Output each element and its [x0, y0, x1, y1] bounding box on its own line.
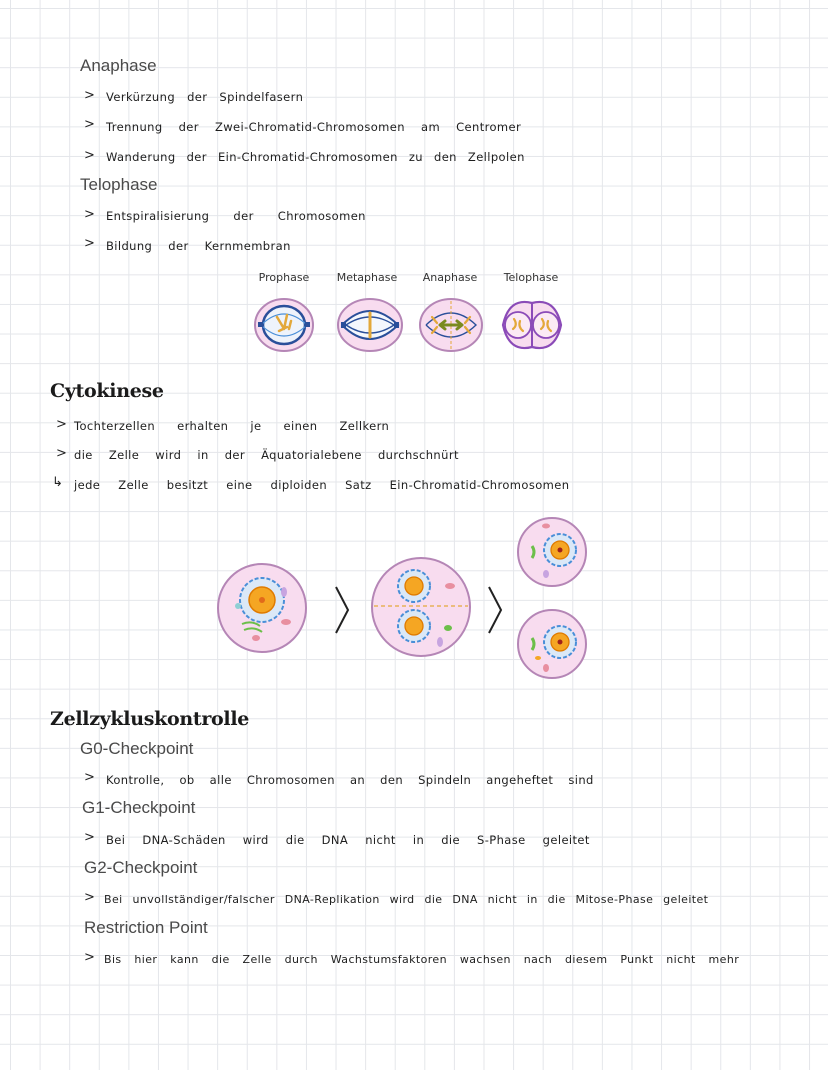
bullet-icon: >	[84, 207, 95, 222]
cytokinesis-cell-1-illustration	[216, 562, 308, 654]
restriction-point-text: Bis hier kann die Zelle durch Wachstumsfaktoren wachsen nach diesem Punkt nicht mehr	[104, 953, 740, 966]
anaphase-cell-illustration	[418, 297, 484, 353]
checkpoint-g1-heading: G1-Checkpoint	[82, 798, 196, 817]
checkpoint-g2-text: Bei unvollständiger/falscher DNA-Replikation wird die DNA nicht in die Mitose-Phase geleitet	[104, 893, 709, 906]
bullet-icon: >	[84, 148, 95, 163]
checkpoint-g1-text: Bei DNA-Schäden wird die DNA nicht in die S-Phase geleitet	[106, 833, 590, 847]
daughter-cell-top-illustration	[516, 516, 588, 588]
zellzykluskontrolle-heading: Zellzykluskontrolle	[50, 708, 250, 730]
cytokinesis-cell-2-illustration	[370, 556, 472, 658]
cytokinese-item-1: Tochterzellen erhalten je einen Zellkern	[74, 419, 390, 433]
checkpoint-g2-heading: G2-Checkpoint	[84, 858, 198, 877]
telophase-heading: Telophase	[80, 175, 158, 194]
phase-label-prophase: Prophase	[258, 271, 310, 284]
telophase-item-1: Entspiralisierung der Chromosomen	[106, 209, 366, 223]
bullet-icon: >	[84, 117, 95, 132]
telophase-item-2: Bildung der Kernmembran	[106, 239, 291, 253]
telophase-cell-illustration	[499, 299, 565, 351]
bullet-icon: >	[56, 417, 67, 432]
anaphase-item-2: Trennung der Zwei-Chromatid-Chromosomen am Centromer	[106, 120, 522, 134]
cytokinese-item-2: die Zelle wird in der Äquatorialebene durchschnürt	[74, 448, 459, 462]
phase-label-anaphase: Anaphase	[422, 271, 478, 284]
checkpoint-g0-heading: G0-Checkpoint	[80, 739, 194, 758]
daughter-cell-bottom-illustration	[516, 608, 588, 680]
bullet-icon: >	[56, 446, 67, 461]
phase-label-metaphase: Metaphase	[336, 271, 398, 284]
phase-label-telophase: Telophase	[503, 271, 559, 284]
return-arrow-icon: ↳	[52, 475, 63, 490]
metaphase-cell-illustration	[336, 297, 404, 353]
prophase-cell-illustration	[253, 297, 315, 353]
bullet-icon: >	[84, 950, 95, 965]
bullet-icon: >	[84, 890, 95, 905]
bullet-icon: >	[84, 830, 95, 845]
bullet-icon: >	[84, 770, 95, 785]
anaphase-item-3: Wanderung der Ein-Chromatid-Chromosomen zu den Zellpolen	[106, 150, 525, 164]
cytokinese-heading: Cytokinese	[50, 380, 164, 402]
bullet-icon: >	[84, 88, 95, 103]
chevron-right-icon	[487, 585, 503, 635]
checkpoint-g0-text: Kontrolle, ob alle Chromosomen an den Spindeln angeheftet sind	[106, 773, 594, 787]
cytokinese-item-3: jede Zelle besitzt eine diploiden Satz Ein-Chromatid-Chromosomen	[74, 478, 570, 492]
anaphase-item-1: Verkürzung der Spindelfasern	[106, 90, 304, 104]
chevron-right-icon	[334, 585, 350, 635]
anaphase-heading: Anaphase	[80, 56, 157, 75]
bullet-icon: >	[84, 236, 95, 251]
restriction-point-heading: Restriction Point	[84, 918, 208, 937]
